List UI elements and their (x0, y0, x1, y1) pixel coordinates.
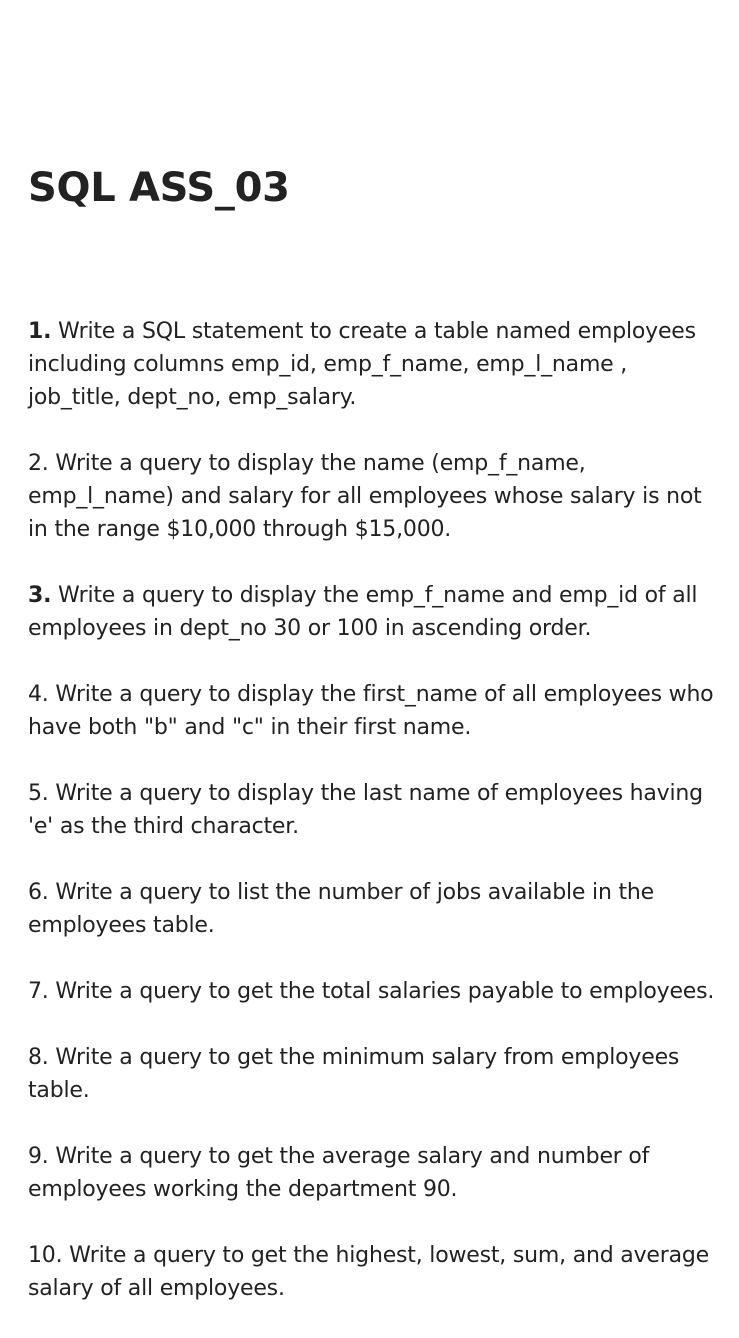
question-number: 10. (28, 1243, 63, 1268)
question-item (28, 1140, 718, 1206)
question-item (28, 579, 718, 645)
question-number: 7. (28, 979, 49, 1004)
question-number: 1. (28, 319, 52, 344)
question-text: Write a query to get the highest, lowest, sum, and average salary of all employees. (28, 1243, 709, 1301)
question-item (28, 876, 718, 942)
question-text: Write a query to list the number of jobs available in the employees table. (28, 880, 655, 938)
question-text: Write a query to display the emp_f_name and emp_id of all employees in dept_no 30 or 100 in ascending order. (28, 583, 698, 641)
question-list (28, 315, 718, 1338)
question-number: 6. (28, 880, 49, 905)
question-number: 3. (28, 583, 52, 608)
question-item (28, 1239, 718, 1305)
question-number: 9. (28, 1144, 49, 1169)
question-item (28, 447, 718, 546)
question-number: 8. (28, 1045, 49, 1070)
page-title: SQL ASS_03 (28, 165, 290, 211)
question-text: Write a query to get the average salary and number of employees working the department 90. (28, 1144, 650, 1202)
question-text: Write a query to get the minimum salary from employees table. (28, 1045, 680, 1103)
question-item (28, 678, 718, 744)
question-text: Write a query to display the last name of employees having 'e' as the third character. (28, 781, 703, 839)
question-text: Write a SQL statement to create a table named employees including columns emp_id, emp_f_name, emp_l_name , job_title, dept_no, emp_salary. (28, 319, 696, 410)
question-number: 2. (28, 451, 49, 476)
question-number: 5. (28, 781, 49, 806)
question-text: Write a query to display the name (emp_f_name, emp_l_name) and salary for all employees whose salary is not in the range $10,000 through $15,000. (28, 451, 702, 542)
question-item (28, 1041, 718, 1107)
question-item (28, 975, 718, 1008)
question-text: Write a query to get the total salaries payable to employees. (48, 979, 715, 1004)
question-item (28, 315, 718, 414)
question-text: Write a query to display the first_name of all employees who have both "b" and "c" in their first name. (28, 682, 714, 740)
question-number: 4. (28, 682, 49, 707)
question-item (28, 777, 718, 843)
